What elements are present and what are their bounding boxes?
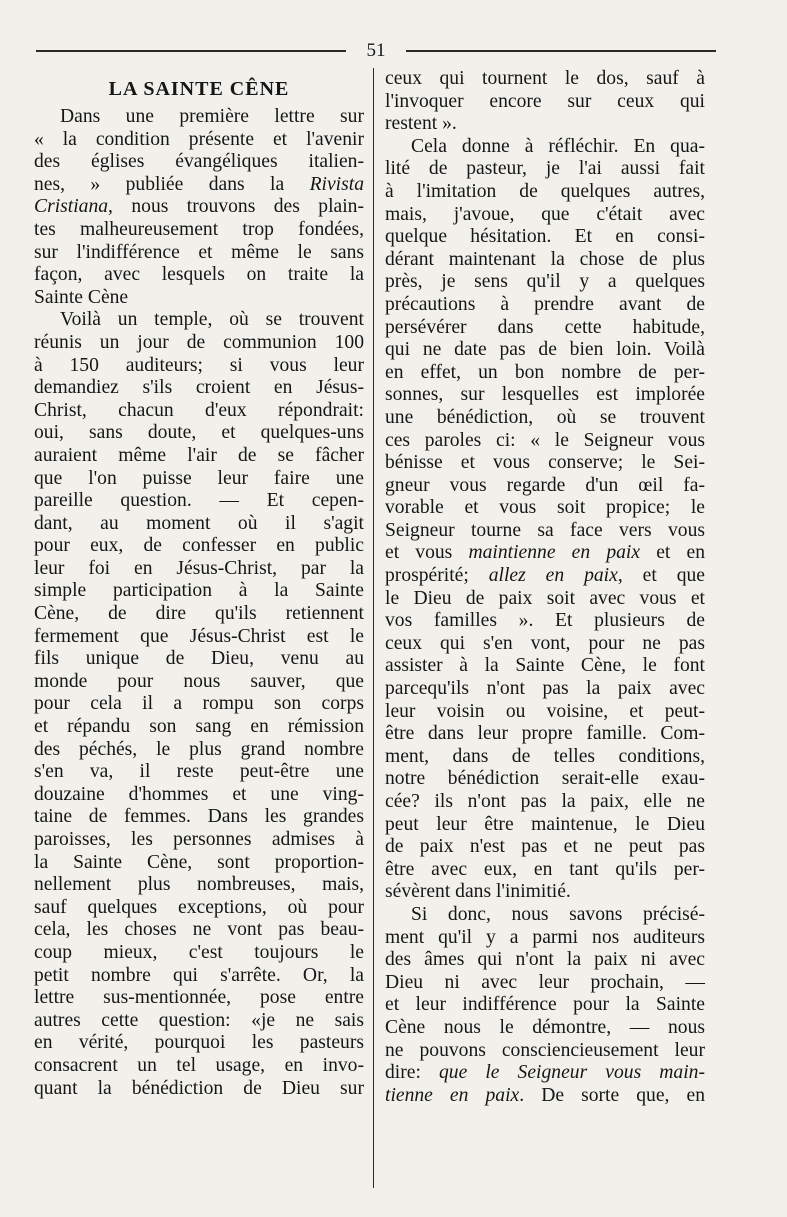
text-line: sur l'indifférence et même le sans — [34, 241, 364, 263]
text-line: fermement que Jésus-Christ est le — [34, 625, 364, 647]
text-line: vorable et vous soit propice; le — [385, 497, 705, 519]
text-line: auraient même l'air de se fâcher — [34, 444, 364, 466]
text-line: en effet, un bon nombre de per- — [385, 361, 705, 383]
text-line: coup mieux, c'est toujours le — [34, 941, 364, 963]
text-line: persévérer dans cette habitude, — [385, 316, 705, 338]
text-line: Si donc, nous savons précisé- — [411, 903, 705, 925]
text-line: Sainte Cène — [34, 286, 129, 308]
text-line: demandiez s'ils croient en Jésus- — [34, 377, 364, 399]
text-line: leur voisin ou voisine, et peut- — [385, 700, 705, 722]
text-line: Seigneur tourne sa face vers vous — [385, 519, 705, 541]
text-line: près, je sens qu'il y a quelques — [385, 271, 705, 293]
text-line: à 150 auditeurs; si vous leur — [34, 354, 364, 376]
text-line: Cela donne à réfléchir. En qua- — [411, 135, 705, 157]
text-line: de paix n'est pas et ne peut pas — [385, 836, 705, 858]
text-line: Cristiana, nous trouvons des plain- — [34, 196, 364, 218]
text-line: lettre sus-mentionnée, pose entre — [34, 987, 364, 1009]
text-line: ment, dans de telles conditions, — [385, 745, 705, 767]
text-line: paroisses, les personnes admises à — [34, 829, 364, 850]
text-line: une bénédiction, où se trouvent — [385, 406, 705, 428]
text-line: pour cela il a rompu son corps — [34, 693, 364, 715]
text-line: précautions à prendre avant de — [385, 293, 705, 315]
text-line: pareille question. — Et cepen- — [34, 490, 364, 512]
text-line: mais, j'avoue, que c'était avec — [385, 203, 705, 225]
text-line: et vous maintienne en paix et en — [385, 542, 705, 564]
page-number: 51 — [354, 40, 398, 62]
text-line: restent ». — [385, 113, 457, 135]
text-line: sonnes, sur lesquelles est implorée — [385, 384, 705, 406]
text-line: bénisse et vous conserve; le Sei- — [385, 452, 705, 474]
text-line: à l'imitation de quelques autres, — [385, 180, 705, 202]
left-column-text — [34, 106, 364, 1100]
text-line: assister à la Sainte Cène, le font — [385, 655, 705, 677]
text-line: oui, sans doute, et quelques-uns — [34, 422, 364, 444]
text-line: Dieu ni avec leur prochain, — — [385, 971, 705, 993]
text-line: peut leur être maintenue, le Dieu — [385, 813, 705, 835]
text-line: Voilà un temple, où se trouvent — [60, 309, 364, 331]
text-line: monde pour nous sauver, que — [34, 670, 364, 692]
text-line: des églises évangéliques italien- — [34, 151, 364, 173]
text-line: ne pouvons consciencieusement leur — [385, 1039, 705, 1061]
text-line: être avec eux, en tant qu'ils per- — [385, 858, 705, 880]
text-line: ceux qui s'en vont, pour ne pas — [385, 632, 705, 654]
text-line: tes malheureusement trop fondées, — [34, 218, 364, 240]
text-line: ceux qui tournent le dos, sauf à — [385, 68, 705, 89]
page-header — [30, 40, 720, 62]
text-line: le Dieu de paix soit avec vous et — [385, 587, 705, 609]
text-line: cela, les choses ne vont pas beau- — [34, 919, 364, 941]
text-line: ces paroles ci: « le Seigneur vous — [385, 429, 705, 451]
text-line: vos familles ». Et plusieurs de — [385, 610, 705, 632]
text-line: qui ne date pas de bien loin. Voilà — [385, 339, 705, 361]
text-line: sauf quelques exceptions, où pour — [34, 896, 364, 918]
text-line: Christ, chacun d'eux répondrait: — [34, 399, 364, 421]
text-line: leur foi en Jésus-Christ, par la — [34, 557, 364, 579]
text-line: nellement plus nombreuses, mais, — [34, 874, 364, 896]
text-line: dérant maintenant la chose de plus — [385, 248, 705, 270]
text-line: gneur vous regarde d'un œil fa- — [385, 474, 705, 496]
text-line: façon, avec lesquels on traite la — [34, 264, 364, 286]
right-column-text — [385, 68, 705, 1107]
article-title: LA SAINTE CÊNE — [108, 78, 290, 100]
text-line: être dans leur propre famille. Com- — [385, 723, 705, 745]
text-line: des péchés, le plus grand nombre — [34, 738, 364, 760]
text-line: et répandu son sang en rémission — [34, 716, 364, 738]
text-line: Cène nous le démontre, — nous — [385, 1016, 705, 1038]
text-line: que l'on puisse leur faire une — [34, 467, 364, 489]
text-line: des âmes qui n'ont la paix ni avec — [385, 949, 705, 971]
text-line: parcequ'ils n'ont pas la paix avec — [385, 678, 705, 700]
text-line: en vérité, pourquoi les pasteurs — [34, 1032, 364, 1054]
right-column — [385, 68, 705, 1107]
text-line: dire: que le Seigneur vous main- — [385, 1062, 705, 1084]
column-divider — [373, 68, 374, 1188]
text-line: quelque hésitation. Et en consi- — [385, 226, 705, 248]
text-line: prospérité; allez en paix, et que — [385, 565, 705, 587]
left-column — [34, 68, 364, 1100]
text-line: autres cette question: «je ne sais — [34, 1009, 364, 1031]
text-line: douzaine d'hommes et une ving- — [34, 783, 364, 805]
text-line: et leur indifférence pour la Sainte — [385, 994, 705, 1016]
text-line: nes, » publiée dans la Rivista — [34, 173, 364, 195]
text-line: s'en va, il reste peut-être une — [34, 761, 364, 783]
text-line: l'invoquer encore sur ceux qui — [385, 90, 705, 112]
text-line: Cène, de dire qu'ils retiennent — [34, 603, 364, 625]
text-line: la Sainte Cène, sont proportion- — [34, 851, 364, 873]
text-line: cée? ils n'ont pas la paix, elle ne — [385, 791, 705, 812]
text-line: notre bénédiction serait-elle exau- — [385, 768, 705, 790]
text-line: petit nombre qui s'arrête. Or, la — [34, 964, 364, 986]
header-rule-left — [36, 50, 346, 52]
text-line: tienne en paix. De sorte que, en — [385, 1084, 705, 1106]
text-line: dant, au moment où il s'agit — [34, 512, 364, 534]
text-line: Dans une première lettre sur — [60, 106, 364, 127]
text-line: fils unique de Dieu, venu au — [34, 648, 364, 670]
text-line: simple participation à la Sainte — [34, 580, 364, 602]
text-line: ment qu'il y a parmi nos auditeurs — [385, 926, 705, 948]
text-line: lité de pasteur, je l'ai aussi fait — [385, 158, 705, 180]
text-line: consacrent un tel usage, en invo- — [34, 1054, 364, 1076]
text-line: sévèrent dans l'inimitié. — [385, 881, 571, 903]
header-rule-right — [406, 50, 716, 52]
text-line: quant la bénédiction de Dieu sur — [34, 1077, 364, 1099]
text-line: taine de femmes. Dans les grandes — [34, 806, 364, 828]
text-line: réunis un jour de communion 100 — [34, 331, 364, 353]
text-line: pour eux, de confesser en public — [34, 535, 364, 557]
text-line: « la condition présente et l'avenir — [34, 128, 364, 150]
